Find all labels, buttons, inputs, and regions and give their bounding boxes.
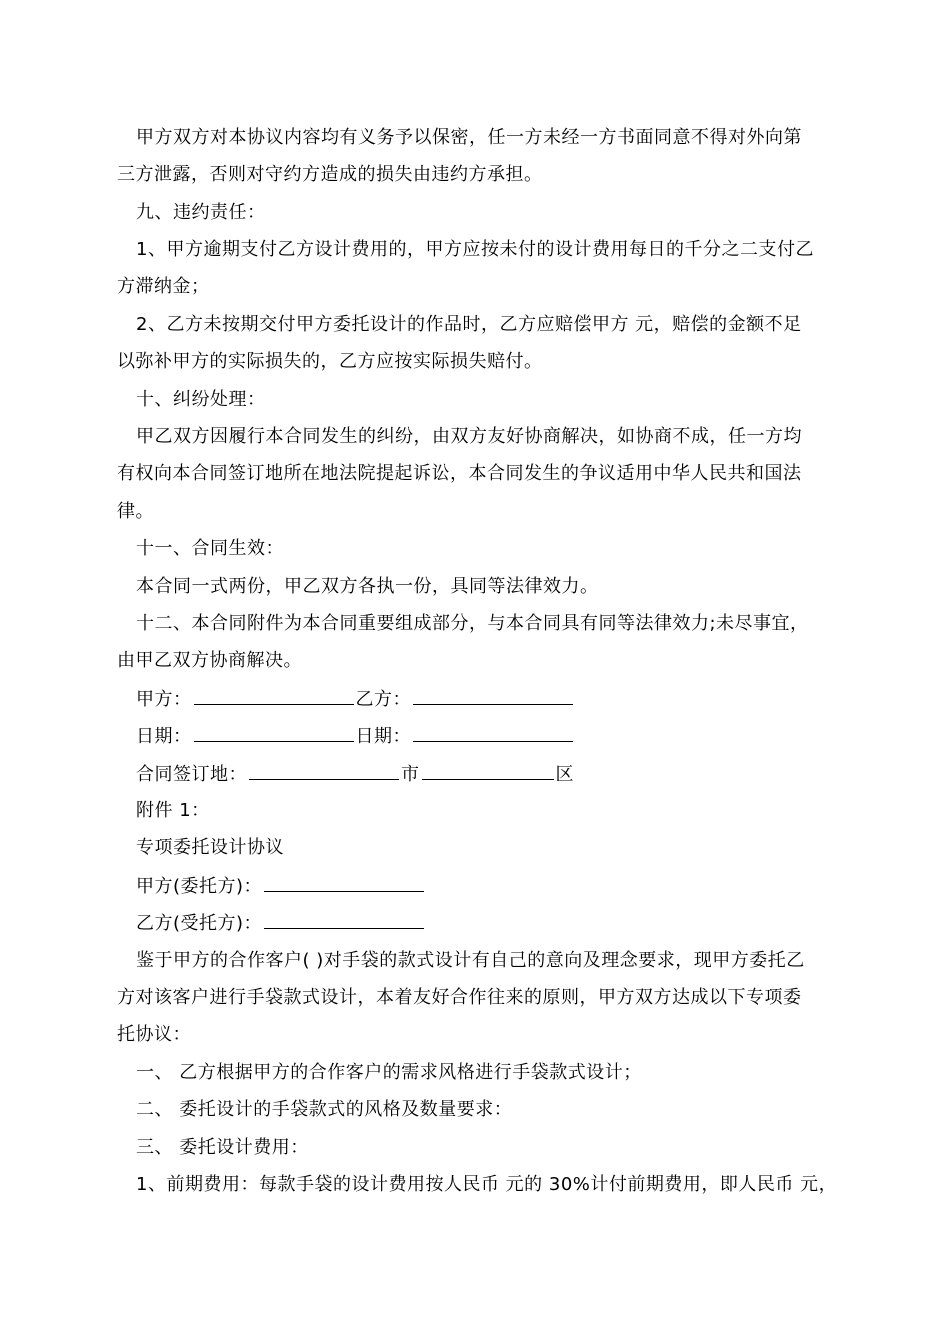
contractor-blank [264, 910, 424, 929]
city-label: 市 [401, 764, 420, 785]
city-blank [422, 761, 554, 780]
client-blank [264, 873, 424, 892]
paragraph-line: 由甲乙双方协商解决。 [117, 650, 302, 671]
clause-item: 三、 委托设计费用： [136, 1137, 309, 1158]
place-label: 合同签订地： [136, 764, 247, 785]
signature-row-place [136, 761, 856, 788]
paragraph-line: 1、前期费用：每款手袋的设计费用按人民币 元的 30%计付前期费用，即人民币 元， [136, 1174, 838, 1195]
client-label: 甲方(委托方)： [136, 876, 263, 897]
annex-title: 专项委托设计协议 [136, 837, 284, 858]
paragraph-line: 方滞纳金； [117, 276, 210, 297]
clause-item: 二、 委托设计的手袋款式的风格及数量要求： [136, 1099, 513, 1120]
district-label: 区 [555, 764, 574, 785]
paragraph-line: 律。 [117, 501, 154, 522]
section-heading: 十、纠纷处理： [136, 389, 266, 410]
paragraph-line: 三方泄露，否则对守约方造成的损失由违约方承担。 [117, 164, 543, 185]
clause-item: 一、 乙方根据甲方的合作客户的需求风格进行手袋款式设计； [136, 1062, 642, 1083]
paragraph-line: 甲乙双方因履行本合同发生的纠纷，由双方友好协商解决，如协商不成，任一方均 [136, 426, 802, 447]
annex-label: 附件 1： [136, 800, 210, 821]
place-blank [249, 761, 399, 780]
paragraph-line: 1、甲方逾期支付乙方设计费用的，甲方应按未付的设计费用每日的千分之二支付乙 [136, 239, 814, 260]
party-b-blank [413, 686, 573, 705]
contractor-label: 乙方(受托方)： [136, 913, 263, 934]
client-row [136, 873, 856, 900]
section-heading: 十一、合同生效： [136, 538, 284, 559]
party-a-label: 甲方： [136, 689, 192, 710]
contractor-row [136, 910, 856, 937]
signature-row-parties [136, 686, 856, 713]
signature-row-dates [136, 723, 856, 750]
paragraph-line: 2、乙方未按期交付甲方委托设计的作品时，乙方应赔偿甲方 元，赔偿的金额不足 [136, 314, 802, 335]
party-a-blank [194, 686, 354, 705]
paragraph-line: 托协议： [117, 1024, 191, 1045]
section-heading: 九、违约责任： [136, 202, 266, 223]
paragraph-line: 十二、本合同附件为本合同重要组成部分，与本合同具有同等法律效力;未尽事宜， [136, 613, 809, 634]
paragraph-line: 以弥补甲方的实际损失的，乙方应按实际损失赔付。 [117, 351, 543, 372]
paragraph-line: 本合同一式两份，甲乙双方各执一份，具同等法律效力。 [136, 576, 599, 597]
date-a-blank [194, 723, 354, 742]
party-b-label: 乙方： [355, 689, 411, 710]
paragraph-line: 甲方双方对本协议内容均有义务予以保密，任一方未经一方书面同意不得对外向第 [136, 127, 802, 148]
date-b-label: 日期： [355, 726, 411, 747]
date-a-label: 日期： [136, 726, 192, 747]
date-b-blank [413, 723, 573, 742]
paragraph-line: 方对该客户进行手袋款式设计，本着友好合作往来的原则，甲方双方达成以下专项委 [117, 987, 802, 1008]
paragraph-line: 鉴于甲方的合作客户( )对手袋的款式设计有自己的意向及理念要求，现甲方委托乙 [136, 950, 805, 971]
paragraph-line: 有权向本合同签订地所在地法院提起诉讼，本合同发生的争议适用中华人民共和国法 [117, 463, 802, 484]
